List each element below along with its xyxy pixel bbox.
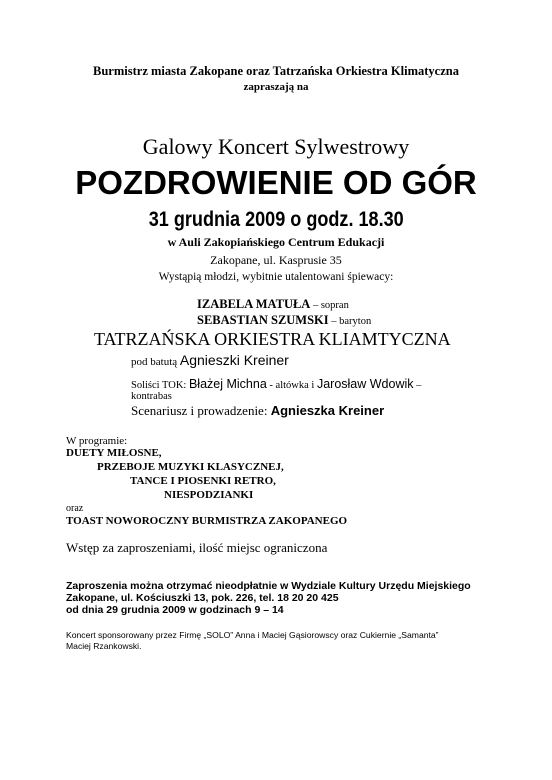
conductor-line xyxy=(131,352,289,370)
program-item: PRZEBOJE MUZYKI KLASYCZNEJ, xyxy=(97,461,284,473)
soloist-role-cont: kontrabas xyxy=(131,391,172,402)
singer-soprano xyxy=(197,297,349,312)
event-address: Zakopane, ul. Kasprusie 35 xyxy=(210,253,342,267)
singer-role: – baryton xyxy=(328,316,372,327)
invitation-line: Zaproszenia można otrzymać nieodpłatnie w Wydziale Kultury Urzędu Miejskiego xyxy=(66,580,471,592)
event-subtitle: Galowy Koncert Sylwestrowy xyxy=(142,134,410,159)
orchestra-name: TATRZAŃSKA ORKIESTRA KLIAMTYCZNA xyxy=(94,329,451,349)
event-date xyxy=(0,208,552,232)
performers-intro: Wystąpią młodzi, wybitnie utalentowani śpiewacy: xyxy=(158,271,394,283)
soloist-name: Jarosław Wdowik xyxy=(316,377,414,391)
event-title: POZDROWIENIE OD GÓR xyxy=(75,164,477,201)
script-prefix: Scenariusz i prowadzenie: xyxy=(131,403,271,418)
soloist-role: - altówka i xyxy=(266,380,317,391)
conductor-name: Agnieszki Kreiner xyxy=(179,352,289,368)
soloist-name: Błażej Michna xyxy=(188,377,267,391)
event-venue: w Auli Zakopiańskiego Centrum Edukacji xyxy=(167,235,385,249)
invitation-line: od dnia 29 grudnia 2009 w godzinach 9 – 14 xyxy=(66,604,284,616)
singer-role: – sopran xyxy=(310,300,349,311)
program-item: DUETY MIŁOSNE, xyxy=(66,447,162,459)
script-name: Agnieszka Kreiner xyxy=(270,403,385,418)
script-line xyxy=(131,402,384,420)
sponsor-line: Maciej Rzankowski. xyxy=(66,641,142,651)
event-date-text: 31 grudnia 2009 o godz. 18.30 xyxy=(148,208,404,231)
program-joiner: oraz xyxy=(66,503,84,514)
sponsor-line: Koncert sponsorowany przez Firmę „SOLO” Anna i Maciej Gąsiorowscy oraz Cukiernie „Samanta” xyxy=(66,630,439,640)
invite-line: zapraszają na xyxy=(243,81,309,93)
host-line: Burmistrz miasta Zakopane oraz Tatrzańska Orkiestra Klimatyczna xyxy=(93,64,459,78)
program-item: TANCE I PIOSENKI RETRO, xyxy=(130,475,276,487)
soloist-role: – xyxy=(413,380,422,391)
program-heading: W programie: xyxy=(66,435,128,447)
singer-name: IZABELA MATUŁA xyxy=(197,297,311,311)
program-item: TOAST NOWOROCZNY BURMISTRZA ZAKOPANEGO xyxy=(66,515,348,527)
singer-baritone xyxy=(197,313,371,328)
soloists-line xyxy=(131,375,421,393)
singer-name: SEBASTIAN SZUMSKI xyxy=(197,313,329,327)
program-item: NIESPODZIANKI xyxy=(164,489,254,501)
admission-note: Wstęp za zaproszeniami, ilość miejsc ograniczona xyxy=(66,540,328,555)
soloists-prefix: Soliści TOK: xyxy=(131,380,189,391)
invitation-line: Zakopane, ul. Kościuszki 13, pok. 226, tel. 18 20 20 425 xyxy=(66,592,339,604)
conductor-prefix: pod batutą xyxy=(131,356,180,368)
